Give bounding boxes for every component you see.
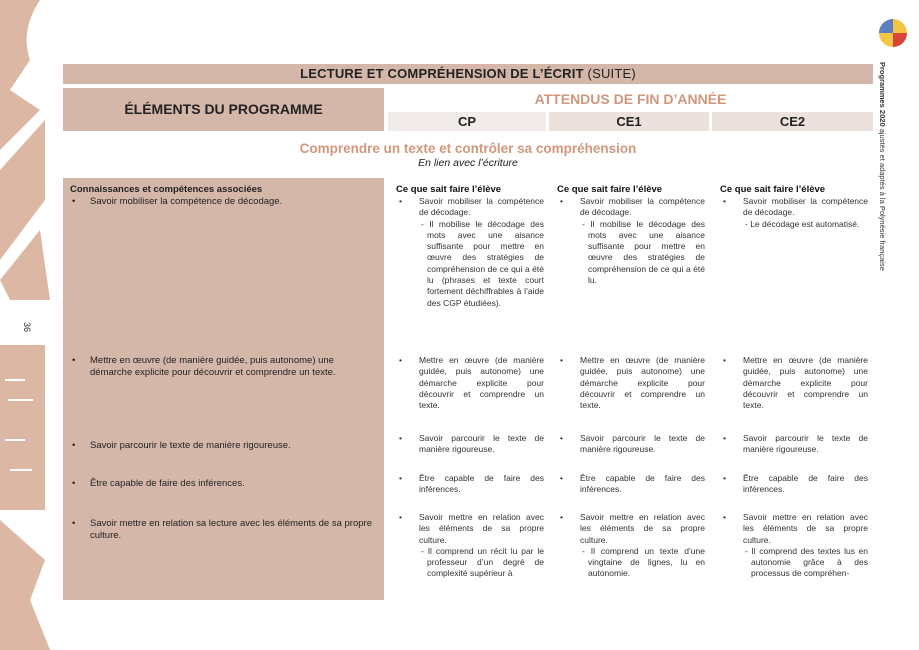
ce1-column: Ce que sait faire l’élève: [557, 184, 663, 195]
cp-item: • Savoir parcourir le texte de manière rigoureuse.: [399, 433, 544, 455]
cp-item: • Mettre en œuvre (de manière guidée, puis autonome) une démarche explicite pour découvrir et comprendre un texte.: [399, 355, 544, 411]
ce1-item: • Savoir mettre en relation avec les éléments de sa propre culture. - Il comprend un texte d’une vingtaine de lignes, lu en autonomie.: [560, 512, 705, 579]
header-attendus: ATTENDUS DE FIN D’ANNÉE: [534, 91, 727, 107]
left-heading: Connaissances et compétences associées: [70, 184, 263, 195]
header-elements-du-programme: ÉLÉMENTS DU PROGRAMME: [63, 88, 384, 131]
cp-item: • Savoir mettre en relation avec les éléments de sa propre culture. - Il comprend un récit lu par le professeur d’un degré de complexité supérieur à: [399, 512, 544, 579]
cp-item: • Être capable de faire des inférences.: [399, 473, 544, 495]
ce2-item: • Savoir parcourir le texte de manière rigoureuse.: [723, 433, 868, 455]
page-number: 36: [22, 321, 33, 333]
side-caption: Programmes 2020 ajustés et adaptés à la Polynésie française: [878, 62, 887, 271]
level-header-ce2: CE2: [712, 112, 873, 131]
ce1-item: • Savoir mobiliser la compétence de décodage. - Il mobilise le décodage des mots avec une aisance suffisante pour mettre en œuvre des stratégies de compréhension de ce qui a été lu.: [560, 196, 705, 286]
cp-item: • Savoir mobiliser la compétence de décodage. - Il mobilise le décodage des mots avec une aisance suffisante pour mettre en œuvre des stratégies de compréhension de ce qui a été lu (phrases et texte court fortement déchiffrables à l’aide des CGP étudiées).: [399, 196, 544, 308]
ce2-item: • Mettre en œuvre (de manière guidée, puis autonome) une démarche explicite pour découvrir et comprendre un texte.: [723, 355, 868, 411]
ce2-item: • Savoir mobiliser la compétence de décodage. - Le décodage est automatisé.: [723, 196, 868, 229]
polynesia-emblem-logo: [878, 18, 908, 48]
ce2-column: Ce que sait faire l’élève: [720, 184, 826, 195]
ce1-item: • Être capable de faire des inférences.: [560, 473, 705, 495]
ce2-item: • Savoir mettre en relation avec les éléments de sa propre culture. - Il comprend des textes lus en autonomie grâce à des processus de compréhen-: [723, 512, 868, 579]
ce1-item: • Mettre en œuvre (de manière guidée, puis autonome) une démarche explicite pour découvrir et comprendre un texte.: [560, 355, 705, 411]
level-header-ce1: CE1: [549, 112, 709, 131]
ce1-item: • Savoir parcourir le texte de manière rigoureuse.: [560, 433, 705, 455]
ce2-item: • Être capable de faire des inférences.: [723, 473, 868, 495]
cp-column: Ce que sait faire l’élève: [396, 184, 502, 195]
table-title: LECTURE ET COMPRÉHENSION DE L’ÉCRIT (SUITE): [63, 64, 873, 84]
section-heading: Comprendre un texte et contrôler sa compréhension En lien avec l’écriture: [299, 141, 637, 169]
level-header-cp: CP: [388, 112, 546, 131]
